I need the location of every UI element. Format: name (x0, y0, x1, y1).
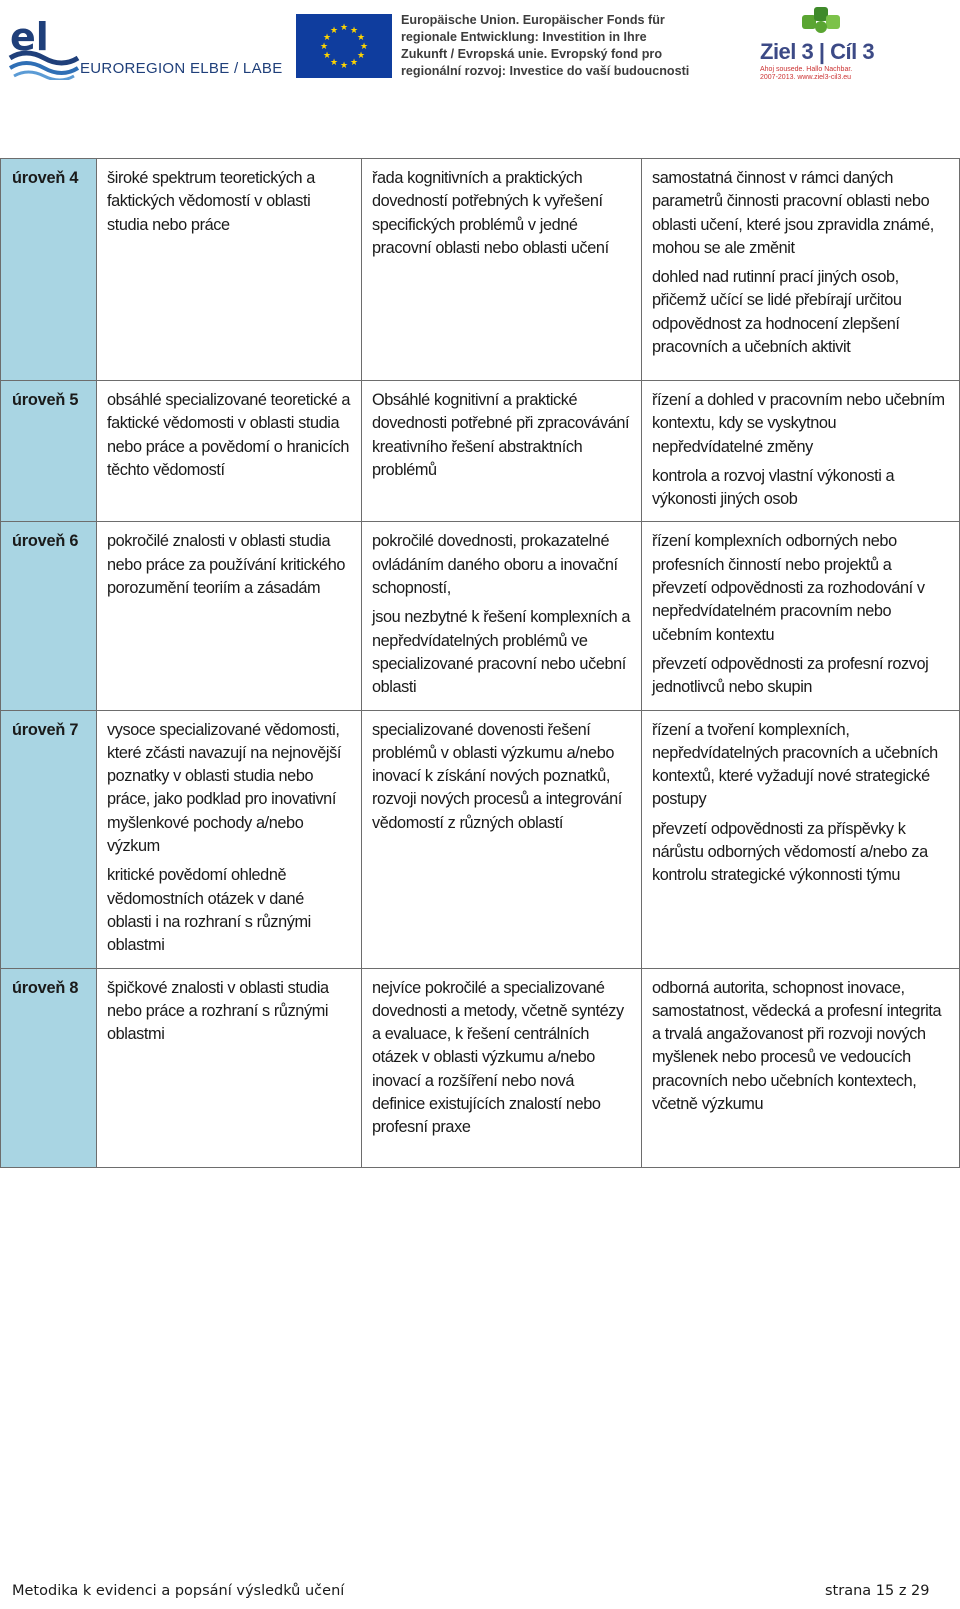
svg-text:★: ★ (339, 61, 349, 71)
svg-text:★: ★ (356, 33, 366, 43)
ziel-title: Ziel 3 | Cíl 3 (760, 39, 875, 64)
competence-cell: odborná autorita, schopnost inovace, samostatnost, vědecká a profesní integrita a trvalá angažovanost při rozvoji nových myšlenek nebo procesů ve vedoucích pracovních nebo učebních kontextech, včetně výzkumu (642, 968, 960, 1167)
svg-text:★: ★ (322, 51, 332, 61)
svg-text:★: ★ (329, 26, 339, 36)
svg-text:★: ★ (319, 42, 329, 52)
table-row (1, 968, 960, 1167)
svg-text:★: ★ (322, 33, 332, 43)
knowledge-cell: vysoce specializované vědomosti, které zčásti navazují na nejnovější poznatky v oblasti studia nebo práce, jako podklad pro inovativní myšlenkové pochody a/nebo výzkum kritické povědomí ohledně vědomostních otázek v dané oblasti i na rozhraní s různými oblastmi (97, 710, 362, 968)
competence-cell: řízení komplexních odborných nebo profesních činností nebo projektů a převzetí odpovědnosti za rozhodování v nepředvídatelném pracovním nebo učebním kontextu převzetí odpovědnosti za profesní rozvoj jednotlivců nebo skupin (642, 522, 960, 710)
level-cell: úroveň 6 (1, 522, 97, 710)
qualification-levels-table (0, 158, 960, 1168)
svg-text:★: ★ (349, 26, 359, 36)
footer-page-number: strana 15 z 29 (825, 1583, 930, 1599)
knowledge-cell: špičkové znalosti v oblasti studia nebo práce a rozhraní s různými oblastmi (97, 968, 362, 1167)
footer-document-title: Metodika k evidenci a popsání výsledků učení (12, 1583, 345, 1599)
svg-text:★: ★ (359, 42, 369, 52)
level-cell: úroveň 5 (1, 381, 97, 522)
skills-cell: řada kognitivních a praktických dovedností potřebných k vyřešení specifických problémů v jedné pracovní oblasti nebo oblasti učení (362, 159, 642, 381)
skills-cell: specializované dovenosti řešení problémů v oblasti výzkumu a/nebo inovací k získání nových poznatků, rozvoji nových procesů a integrování vědomostí z různých oblastí (362, 710, 642, 968)
knowledge-cell: obsáhlé specializované teoretické a faktické vědomosti v oblasti studia nebo práce a povědomí o hranicích těchto vědomostí (97, 381, 362, 522)
eu-flag-icon (296, 14, 392, 78)
eu-funding-text: Europäische Union. Europäischer Fonds für regionale Entwicklung: Investition in Ihre Zukunft / Evropská unie. Evropský fond pro regionální rozvoj: Investice do vaší budoucnosti (401, 13, 690, 78)
level-cell: úroveň 8 (1, 968, 97, 1167)
puzzle-icon (800, 5, 846, 39)
knowledge-cell: pokročilé znalosti v oblasti studia nebo práce za používání kritického porozumění teoriím a zásadám (97, 522, 362, 710)
knowledge-cell: široké spektrum teoretických a faktických vědomostí v oblasti studia nebo práce (97, 159, 362, 381)
competence-cell: samostatná činnost v rámci daných parametrů činnosti pracovní oblasti nebo oblasti učení, které jsou zpravidla známé, mohou se ale změnit dohled nad rutinní prací jiných osob, přičemž učící se lidé přebírají určitou odpovědnost za hodnocení zlepšení pracovních a učebních aktivit (642, 159, 960, 381)
table-row (1, 381, 960, 522)
svg-text:★: ★ (339, 23, 349, 33)
competence-cell: řízení a dohled v pracovním nebo učebním kontextu, kdy se vyskytnou nepředvídatelné změny kontrola a rozvoj vlastní výkonosti a výkonosti jiných osob (642, 381, 960, 522)
skills-cell: pokročilé dovednosti, prokazatelné ovládáním daného oboru a inovační schopností, jsou nezbytné k řešení komplexních a nepředvídatelných problémů ve specializované pracovní nebo učební oblasti (362, 522, 642, 710)
level-cell: úroveň 4 (1, 159, 97, 381)
skills-cell: Obsáhlé kognitivní a praktické dovednosti potřebné při zpracovávání kreativního řešení abstraktních problémů (362, 381, 642, 522)
svg-text:el: el (10, 15, 49, 59)
svg-text:★: ★ (349, 58, 359, 68)
euroregion-elbe-logo (6, 8, 86, 80)
table-row (1, 522, 960, 710)
level-cell: úroveň 7 (1, 710, 97, 968)
ziel-slogan: Ahoj sousede. Hallo Nachbar. 2007-2013. www.ziel3-cil3.eu (760, 66, 853, 81)
ziel3-cil3-logo (760, 5, 880, 83)
svg-text:★: ★ (356, 51, 366, 61)
table-row (1, 710, 960, 968)
page-header (0, 0, 960, 90)
table-row (1, 159, 960, 381)
euroregion-label: EUROREGION ELBE / LABE (80, 60, 283, 77)
competence-cell: řízení a tvoření komplexních, nepředvídatelných pracovních a učebních kontextů, které vyžadují nové strategické postupy převzetí odpovědnosti za příspěvky k nárůstu odborných vědomostí a/nebo za kontrolu strategické výkonnosti týmu (642, 710, 960, 968)
skills-cell: nejvíce pokročilé a specializované dovednosti a metody, včetně syntézy a evaluace, k řešení centrálních otázek v oblasti výzkumu a/nebo inovací a rozšíření nebo nová definice existujících znalostí nebo profesní praxe (362, 968, 642, 1167)
svg-text:★: ★ (329, 58, 339, 68)
